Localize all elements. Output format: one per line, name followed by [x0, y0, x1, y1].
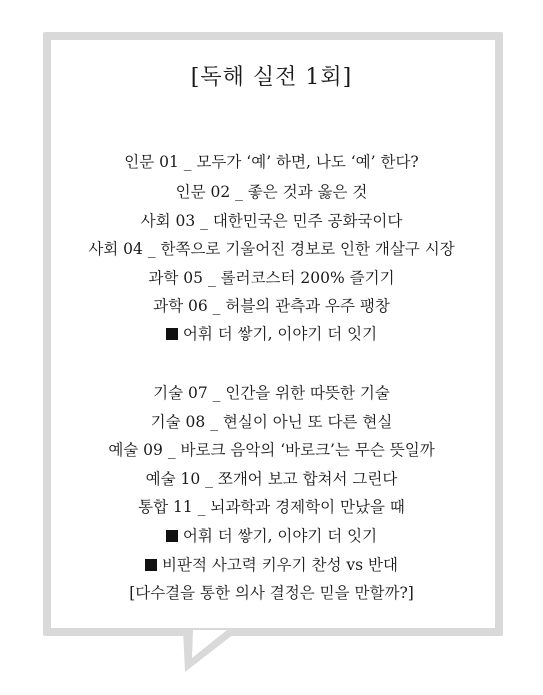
toc-item	[0, 524, 543, 546]
toc-item-label: 기술 08 _ 현실이 아닌 또 다른 현실	[150, 413, 393, 431]
toc-item	[0, 266, 543, 288]
toc-item-label: 통합 11 _ 뇌과학과 경제학이 만났을 때	[138, 498, 405, 516]
square-bullet-icon	[145, 559, 157, 571]
toc-item-label: [다수결을 통한 의사 결정은 믿을 만할까?]	[129, 584, 414, 602]
toc-item	[0, 381, 543, 403]
toc-item-label: 어휘 더 쌓기, 이야기 더 잇기	[182, 527, 378, 545]
toc-item	[0, 410, 543, 432]
toc-item-label: 과학 05 _ 롤러코스터 200% 즐기기	[148, 269, 395, 287]
toc-item	[0, 553, 543, 575]
toc-item	[0, 467, 543, 489]
square-bullet-icon	[166, 530, 178, 542]
toc-item-label: 인문 01 _ 모두가 ‘예’ 하면, 나도 ‘예’ 한다?	[124, 153, 419, 171]
page-title: [독해 실전 1회]	[190, 65, 353, 90]
toc-item-label: 비판적 사고력 키우기 찬성 vs 반대	[162, 556, 398, 574]
toc-item	[0, 150, 543, 172]
toc-item	[0, 438, 543, 460]
toc-item	[0, 180, 543, 202]
toc-item-label: 기술 07 _ 인간을 위한 따뜻한 기술	[153, 384, 390, 402]
toc-item-label: 어휘 더 쌓기, 이야기 더 잇기	[182, 325, 378, 343]
toc-item-label: 인문 02 _ 좋은 것과 옳은 것	[175, 183, 368, 201]
toc-item	[0, 209, 543, 231]
toc-item-label: 과학 06 _ 허블의 관측과 우주 팽창	[153, 297, 390, 315]
toc-item	[0, 322, 543, 344]
square-bullet-icon	[166, 328, 178, 340]
toc-item	[0, 495, 543, 517]
toc-item-label: 사회 03 _ 대한민국은 민주 공화국이다	[140, 212, 403, 230]
toc-item-label: 사회 04 _ 한쪽으로 기울어진 경보로 인한 개살구 시장	[88, 240, 455, 258]
toc-item	[0, 294, 543, 316]
toc-item	[0, 237, 543, 259]
toc-item-label: 예술 09 _ 바로크 음악의 ‘바로크’는 무슨 뜻일까	[108, 441, 435, 459]
toc-item-label: 예술 10 _ 쪼개어 보고 합쳐서 그린다	[145, 470, 398, 488]
toc-item	[0, 581, 543, 603]
